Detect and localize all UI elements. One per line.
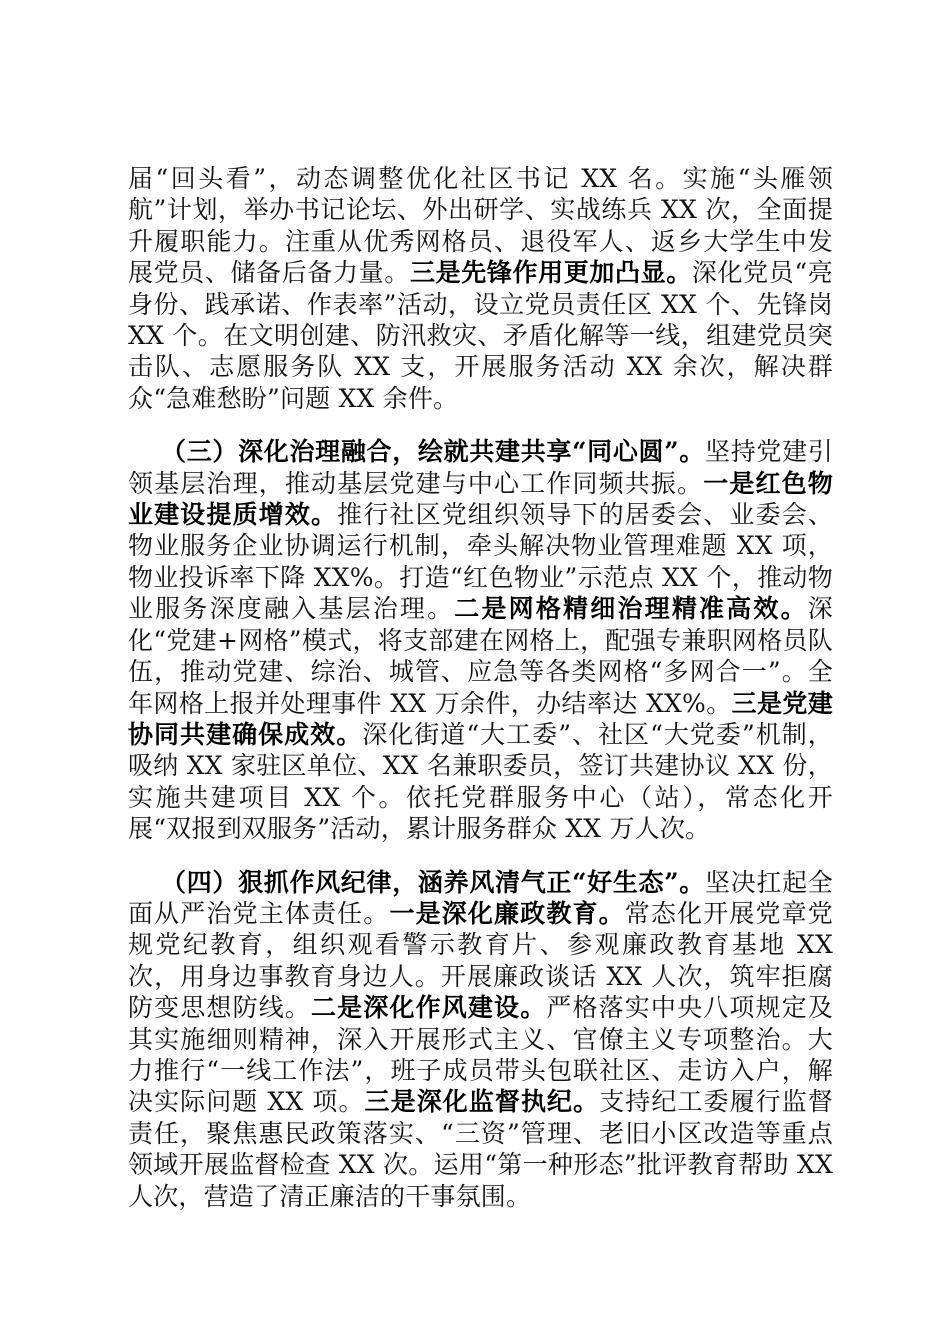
document-body — [128, 163, 833, 1234]
text-run: 坚持党建引领基层治理，推动基层党建与中心工作同频共振。 — [128, 437, 833, 498]
bold-heading-run: 一是深化廉政教育。 — [389, 898, 625, 928]
text-run: 届“回头看”，动态调整优化社区书记 XX 名。实施“头雁领航”计划，举办书记论坛、外出研学、实战练兵 XX 次，全面提升履职能力。注重从优秀网格员、退役军人、返乡大学生中发展党员、储备后备力量。 — [128, 164, 833, 288]
bold-heading-run: 二是网格精细治理精准高效。 — [454, 594, 808, 624]
text-run: 坚决扛起全面从严治党主体责任。 — [128, 867, 833, 928]
bold-heading-run: 三是深化监督执纪。 — [364, 1087, 600, 1117]
text-run: 常态化开展党章党规党纪教育，组织观看警示教育片、参观廉政教育基地 XX 次，用身边事教育身边人。开展廉政谈话 XX 人次，筑牢拒腐防变思想防线。 — [128, 898, 833, 1023]
paragraph-continuation — [128, 163, 833, 414]
text-run: 支持纪工委履行监督责任，聚焦惠民政策落实、“三资”管理、老旧小区改造等重点领域开展监督检查 XX 次。运用“第一种形态”批评教育帮助 XX 人次，营造了清正廉洁的干事氛围。 — [128, 1087, 833, 1211]
paragraph-section-four — [128, 867, 833, 1212]
section-heading-three: （三）深化治理融合，绘就共建共享“同心圆”。 — [161, 437, 706, 467]
text-run: 严格落实中央八项规定及其实施细则精神，深入开展形式主义、官僚主义专项整治。大力推行“一线工作法”，班子成员带头包联社区、走访入户，解决实际问题 XX 项。 — [128, 993, 833, 1117]
section-heading-four: （四）狠抓作风纪律，涵养风清气正“好生态”。 — [161, 867, 706, 897]
text-run: 深化“党建+网格”模式，将支部建在网格上，配强专兼职网格员队伍，推动党建、综治、城管、应急等各类网格“多网合一”。全年网格上报并处理事件 XX 万余件，办结率达 XX%。 — [128, 594, 833, 718]
text-run: 推行社区党组织领导下的居委会、业委会、物业服务企业协调运行机制，牵头解决物业管理难题 XX 项，物业投诉率下降 XX%。打造“红色物业”示范点 XX 个，推动物业服务深度融入基层治理。 — [128, 500, 833, 624]
text-run: 深化党员“亮身份、践承诺、作表率”活动，设立党员责任区 XX 个、先锋岗 XX 个。在文明创建、防汛救灾、矛盾化解等一线，组建党员突击队、志愿服务队 XX 支，开展服务活动 XX 余次，解决群众“急难愁盼”问题 XX 余件。 — [128, 258, 834, 413]
bold-heading-run: 三是先锋作用更加凸显。 — [409, 258, 692, 288]
bold-heading-run: 一是红色物业建设提质增效。 — [128, 468, 833, 530]
paragraph-section-three — [128, 436, 833, 844]
text-run: 深化街道“大工委”、社区“大党委”机制，吸纳 XX 家驻区单位、XX 名兼职委员，签订共建协议 XX 份，实施共建项目 XX 个。依托党群服务中心（站），常态化开展“双报到双服务”活动，累计服务群众 XX 万人次。 — [128, 719, 833, 844]
bold-heading-run: 三是党建协同共建确保成效。 — [128, 688, 833, 749]
bold-heading-run: 二是深化作风建设。 — [311, 993, 547, 1023]
